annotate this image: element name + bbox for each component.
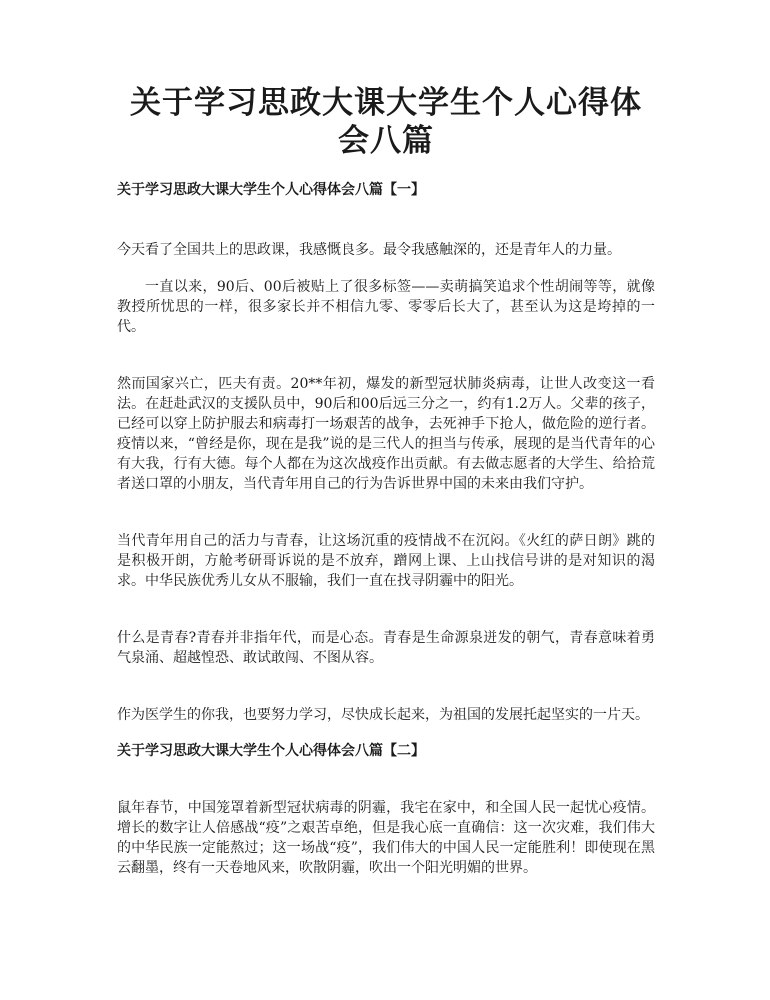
paragraph: 鼠年春节，中国笼罩着新型冠状病毒的阴霾，我宅在家中，和全国人民一起忧心疫情。增长的数字让人倍感战“疫”之艰苦卓绝，但是我心底一直确信：这一次灾难，我们伟大的中华民族一定能熬过；这一场战“疫”，我们伟大的中国人民一定能胜利！即使现在黑云翻墨，终有一天卷地风来，吹散阴霾，吹出一个阳光明媚的世界。: [117, 800, 655, 876]
paragraph: 今天看了全国共上的思政课，我感慨良多。最令我感触深的，还是青年人的力量。: [117, 242, 621, 258]
paragraph: 然而国家兴亡，匹夫有责。20**年初，爆发的新型冠状肺炎病毒，让世人改变这一看法。在赶赴武汉的支援队员中，90后和00后远三分之一，约有1.2万人。父辈的孩子，已经可以穿上防护服去和病毒打一场艰苦的战争，去死神手下抢人，做危险的逆行者。疫情以来，“曾经是你，现在是我”说的是三代人的担当与传承，展现的是当代青年的心有大我，行有大德。每个人都在为这次战疫作出贡献。有去做志愿者的大学生、给拾荒者送口罩的小朋友，当代青年用自己的行为告诉世界中国的未来由我们守护。: [117, 376, 655, 492]
section-heading: 关于学习思政大课大学生个人心得体会八篇【二】: [117, 743, 425, 759]
paragraph: 当代青年用自己的活力与青春，让这场沉重的疫情战不在沉闷。《火红的萨日朗》跳的是积极开朗，方舱考研哥诉说的是不放弃，蹭网上课、上山找信号讲的是对知识的渴求。中华民族优秀儿女从不服输，我们一直在找寻阴霾中的阳光。: [117, 533, 655, 589]
paragraph: 作为医学生的你我，也要努力学习，尽快成长起来，为祖国的发展托起坚实的一片天。: [117, 707, 649, 723]
section-heading: 关于学习思政大课大学生个人心得体会八篇【一】: [117, 182, 425, 198]
document-title: 关于学习思政大课大学生个人心得体会八篇: [130, 85, 642, 159]
document-page: [117, 84, 655, 878]
paragraph: 什么是青春?青春并非指年代，而是心态。青春是生命源泉迸发的朝气，青春意味着勇气泉涌、超越惶恐、敢试敢闯、不图从容。: [117, 630, 655, 666]
paragraph: 一直以来，90后、00后被贴上了很多标签——卖萌搞笑追求个性胡闹等等，就像教授所忧思的一样，很多家长并不相信九零、零零后长大了，甚至认为这是垮掉的一代。: [117, 279, 655, 335]
